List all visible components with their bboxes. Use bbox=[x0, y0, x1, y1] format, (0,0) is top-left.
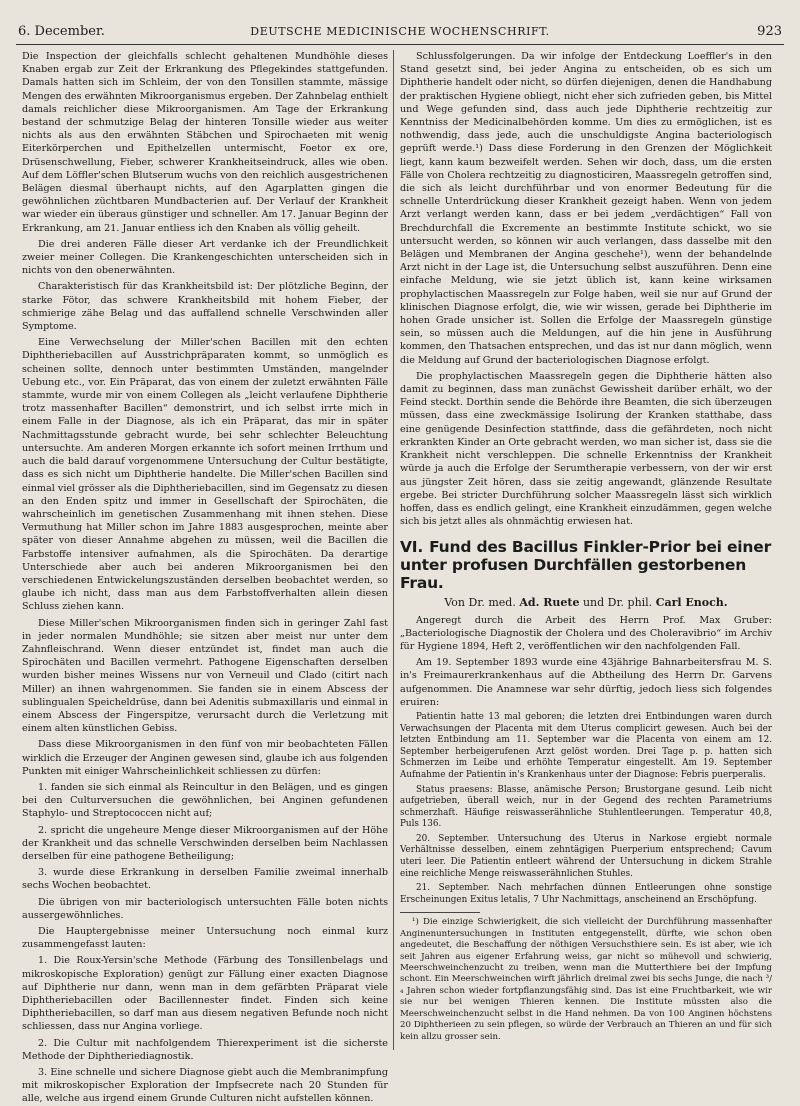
paragraph: Angeregt durch die Arbeit des Herrn Prof. Max Gruber: „Bacteriologische Diagnostik der Cholera und des Choleravibrio“ im Archiv für Hygiene 1894, Heft 2, veröffentlichen wir den nachfolgenden Fall. bbox=[400, 614, 772, 652]
author-name: Carl Enoch. bbox=[655, 596, 728, 610]
paragraph: Diese Miller'schen Mikroorganismen finden sich in geringer Zahl fast in jeder normalen Mundhöhle; sie sitzen aber meist nur unter dem Zahnfleischrand. Wenn dieser entzündet ist, findet man auch die Spirochäten und Bacillen vermehrt. Pathogene Eigenschaften derselben wurden bisher meines Wissens nur von Verneuil und Clado (citirt nach Miller) an ihnen wahrgenommen. Sie fanden sie in einem Abscess der sublingualen Speicheldrüse, dann bei Adenitis submaxillaris und einmal in einem Abscess der Fingerspitze, verursacht durch die Verletzung mit einem alten künstlichen Gebiss. bbox=[22, 617, 388, 735]
list-item: 1. Die Roux-Yersin'sche Methode (Färbung des Tonsillenbelags und mikroskopische Exploration) genügt zur Fällung einer exacten Diagnose auf Diphtherie nur dann, wenn man in dem gefärbten Präparat viele Diphtheriebacillen oder Bacillennester findet. Finden sich keine Diphtheriebacillen, so darf man aus diesem negativen Befunde noch nicht schliessen, dass nur Angina vorliege. bbox=[22, 955, 388, 1033]
issue-date: 6. December. bbox=[18, 24, 105, 39]
authors-prefix: Von Dr. med. bbox=[444, 596, 516, 610]
paragraph: Dass diese Mikroorganismen in den fünf von mir beobachteten Fällen wirklich die Erzeuger der Anginen gewesen sind, glaube ich aus folgenden Punkten mit einiger Wahrscheinlichkeit schliessen zu dürfen: bbox=[22, 739, 388, 777]
journal-title: DEUTSCHE MEDICINISCHE WOCHENSCHRIFT. bbox=[250, 25, 550, 38]
paragraph: Die prophylactischen Maassregeln gegen die Diphtherie hätten also damit zu beginnen, dass man zunächst Gewissheit darüber erhält, wo der Feind steckt. Dorthin sende die Behörde ihre Beamten, die sich überzeugen müssen, dass eine zweckmässige Isolirung der Kranken statthabe, dass eine genügende Desinfection stattfinde, dass die gefährdeten, noch nicht erkrankten Kinder an Orte gebracht werden, wo man sicher ist, dass sie die Krankheit nicht verschleppen. Die schnelle Erkenntniss der Krankheit würde ja auch die Erfolge der Serumtherapie verbessern, von der wir erst aus jüngster Zeit hören, dass sie zeitig angewandt, glänzende Resultate ergebe. Bei stricter Durchführung solcher Maassregeln lässt sich wirklich hoffen, dass es endlich gelingt, eine Krankheit einzudämmen, gegen welche sich bis jetzt alles als ohnmächtig erwiesen hat. bbox=[400, 370, 772, 528]
authors-mid: und Dr. phil. bbox=[582, 596, 653, 610]
section-title bbox=[400, 538, 772, 592]
paragraph: Charakteristisch für das Krankheitsbild ist: Der plötzliche Beginn, der starke Fötor, das schwere Krankheitsbild mit hohem Fieber, der schmierige zähe Belag und das auffallend schnelle Verschwinden aller Symptome. bbox=[22, 281, 388, 333]
paragraph: Die Hauptergebnisse meiner Untersuchung noch einmal kurz zusammengefasst lauten: bbox=[22, 926, 388, 951]
case-paragraph: Status praesens: Blasse, anämische Person; Brustorgane gesund. Leib nicht aufgetrieben, überall weich, nur in der Gegend des rechten Parametriums schmerzhaft. Häufige reiswasserähnliche Stuhlentleerungen. Temperatur 40,8, Puls 136. bbox=[400, 784, 772, 830]
author-name: Ad. Ruete bbox=[519, 596, 580, 610]
case-paragraph: 20. September. Untersuchung des Uterus in Narkose ergiebt normale Verhältnisse desselben, einem zehntägigen Puerperium entsprechend; Cavum uteri leer. Die Patientin entleert während der Untersuchung in dickem Strahle eine reichliche Menge reiswasserähnlichen Stuhles. bbox=[400, 833, 772, 879]
case-paragraph: Patientin hatte 13 mal geboren; die letzten drei Entbindungen waren durch Verwachsungen der Placenta mit dem Uterus complicirt gewesen. Auch bei der letzten Entbindung am 11. September war die Placenta von einem am 12. September herbeigerufenen Arzt gelöst worden. Drei Tage p. p. hatten sich Schmerzen im Leibe und erhöhte Temperatur eingestellt. Am 19. September Aufnahme der Patientin in's Krankenhaus unter der Diagnose: Febris puerperalis. bbox=[400, 711, 772, 780]
paragraph: Eine Verwechselung der Miller'schen Bacillen mit den echten Diphtheriebacillen auf Ausstrichpräparaten kommt, so unmöglich es scheinen sollte, dennoch unter bestimmten Umständen, mangelnder Uebung etc., vor. Ein Präparat, das von einem der zuletzt erwähnten Fälle stammte, wurde mir von einem Collegen als „leicht verlaufene Diphtherie trotz massenhafter Bacillen“ demonstrirt, und ich selbst irrte mich in einem Falle in der Diagnose, als ich ein Präparat, das mir in später Nachmittagsstunde gebracht wurde, bei sehr schlechter Beleuchtung untersuchte. Am anderen Morgen erkannte ich sofort meinen Irrthum und auch die bald darauf vorgenommene Untersuchung der Cultur bestätigte, dass es sich nicht um Diphtherie handelte. Die Miller'schen Bacillen sind einmal viel grösser als die Diphtheriebacillen, sind im Gegensatz zu diesen an den Enden spitz und immer in Gesellschaft der Spirochäten, die wahrscheinlich im genetischen Zusammenhang mit ihnen stehen. Diese Vermuthung hat Miller schon im Jahre 1883 ausgesprochen, meinte aber später von dieser Annahme abgehen zu müssen, weil die Bacillen die Farbstoffe intensiver aufnahmen, als die Spirochäten. Da derartige Unterschiede aber auch bei anderen Mikroorganismen bei den verschiedenen Entwickelungszuständen derselben beobachtet werden, so glaube ich nicht, dass man aus dem Farbstoffverhalten allein diesen Schluss ziehen kann. bbox=[22, 337, 388, 613]
paragraph: Die Inspection der gleichfalls schlecht gehaltenen Mundhöhle dieses Knaben ergab zur Zeit der Erkrankung des Pflegekindes stattgefunden. Damals hatten sich im Schleim, der von den Tonsillen stammte, mässige Mengen des erwähnten Mikroorganismus ergeben. Der Zahnbelag enthielt damals reichlicher diese Mikroorganismen. Am Tage der Erkrankung bestand der schmutzige Belag der hinteren Tonsille wieder aus weiter nichts als aus den erwähnten Stäbchen und Spirochaeten mit wenig Eiterkörperchen und Epithelzellen untermischt, Foetor ex ore, Drüsenschwellung, Fieber, schwerer Krankheitseindruck, alles wie oben. Auf dem Löffler'schen Blutserum wuchs von den reichlich ausgestrichenen Belägen diesmal überhaupt nichts, auf den Agarplatten gingen die gewöhnlichen züchtbaren Mundbacterien auf. Der Verlauf der Krankheit war wieder ein überaus günstiger und schneller. Am 17. Januar Beginn der Erkrankung, am 21. Januar entliess ich den Knaben als völlig geheilt. bbox=[22, 51, 388, 234]
paragraph: Die übrigen von mir bacteriologisch untersuchten Fälle boten nichts aussergewöhnliches. bbox=[22, 896, 388, 921]
page-header bbox=[16, 22, 784, 45]
case-paragraph: 21. September. Nach mehrfachen dünnen Entleerungen ohne sonstige Erscheinungen Exitus letalis, 7 Uhr Nachmittags, anscheinend an Erschöpfung. bbox=[400, 883, 772, 905]
paragraph: Schlussfolgerungen. Da wir infolge der Entdeckung Loeffler's in den Stand gesetzt sind, bei jeder Angina zu entscheiden, ob es sich um Diphtherie handelt oder nicht, so dürfen diejenigen, denen die Handhabung der praktischen Hygiene obliegt, nicht eher sich zufrieden geben, bis Mittel und Wege gefunden sind, dass auch jede Diphtherie rechtzeitig zur Kenntniss der Medicinalbehörden komme. Um dies zu ermöglichen, ist es nothwendig, dass jede, auch die unschuldigste Angina bacteriologisch geprüft werde.¹) Dass diese Forderung in den Grenzen der Möglichkeit liegt, kann kaum bezweifelt werden. Sehen wir doch, dass, um die ersten Fälle von Cholera rechtzeitig zu diagnosticiren, Maassregeln getroffen sind, die sich als leicht durchführbar und von enormer Bedeutung für die schnelle Unterdrückung dieser Krankheit gezeigt haben. Wenn von jedem Arzt verlangt werden kann, dass er bei jedem „verdächtigen“ Fall von Brechdurchfall die Excremente an bestimmte Institute schickt, wo sie untersucht werden, so können wir auch verlangen, dass dasselbe mit den Belägen und Membranen der Angina geschehe¹), wenn der behandelnde Arzt nicht in der Lage ist, die Untersuchung selbst auszuführen. Denn eine einfache Meldung, wie sie jetzt üblich ist, kann keine wirksamen prophylactischen Maassregeln zur Folge haben, weil sie nur auf Grund der klinischen Diagnose erfolgt, die, wie wir wissen, gerade bei Diphtherie im hohen Grade unsicher ist. Sollen die Erfolge der Maassregeln günstige sein, so müssen auch die Meldungen, auf die hin jene in Ausführung kommen, den Thatsachen entsprechen, und das ist nur dann möglich, wenn die Meldung auf Grund der bacteriologischen Diagnose erfolgt. bbox=[400, 51, 772, 366]
list-item: 3. Eine schnelle und sichere Diagnose giebt auch die Membranimpfung mit mikroskopischer Exploration der Impfsecrete nach 20 Stunden für alle, welche aus irgend einem Grunde Culturen nicht aufstellen können. bbox=[22, 1067, 388, 1105]
list-item: 3. wurde diese Erkrankung in derselben Familie zweimal innerhalb sechs Wochen beobachtet. bbox=[22, 867, 388, 892]
right-column bbox=[400, 50, 772, 1050]
paragraph: Die drei anderen Fälle dieser Art verdanke ich der Freundlichkeit zweier meiner Collegen. Die Krankengeschichten unterscheiden sich in nichts von den obenerwähnten. bbox=[22, 238, 388, 277]
section-number: VI. bbox=[400, 538, 424, 557]
list-item: 2. Die Cultur mit nachfolgendem Thierexperiment ist die sicherste Methode der Diphtheriediagnostik. bbox=[22, 1037, 388, 1062]
section-title-text: Fund des Bacillus Finkler-Prior bei einer unter profusen Durchfällen gestorbenen Frau. bbox=[400, 538, 772, 593]
page-number: 923 bbox=[757, 24, 782, 39]
column-divider bbox=[393, 50, 394, 1050]
footnote-rule bbox=[400, 912, 480, 913]
left-column bbox=[22, 50, 388, 1105]
list-item: 1. fanden sie sich einmal als Reincultur in den Belägen, und es gingen bei den Culturversuchen die gewöhnlichen, bei Anginen gefundenen Staphylo- und Streptococcen nicht auf; bbox=[22, 781, 388, 820]
paragraph: Am 19. September 1893 wurde eine 43jährige Bahnarbeitersfrau M. S. in's Freimaurerkrankenhaus auf die Abtheilung des Herrn Dr. Garvens aufgenommen. Die Anamnese war sehr dürftig, jedoch liess sich folgendes eruiren: bbox=[400, 657, 772, 708]
authors-line bbox=[400, 596, 772, 609]
footnote: ¹) Die einzige Schwierigkeit, die sich vielleicht der Durchführung massenhafter Anginenuntersuchungen in Instituten entgegenstellt, dürfte, wie schon oben angedeutet, die Beschaffung der nöthigen Versuchsthiere sein. Es ist aber, wie ich seit Jahren aus eigener Erfahrung weiss, gar nicht so mühevoll und schwierig, Meerschweinchenzucht zu treiben, wenn man die Mutterthiere bei der Impfung schont. Ein Meerschweinchen wirft jährlich dreimal zwei bis sechs Junge, die nach ³/₄ Jahren schon wieder fortpflanzungsfähig sind. Das ist eine Fruchtbarkeit, wie wir sie nur bei wenigen Thieren kennen. Die Institute müssten also die Meerschweinchenzucht selbst in die Hand nehmen. Da von 100 Anginen höchstens 20 Diphtherieen zu sein pflegen, so würde der Verbrauch an Thieren an und für sich kein allzu grosser sein. bbox=[400, 917, 772, 1042]
list-item: 2. spricht die ungeheure Menge dieser Mikroorganismen auf der Höhe der Krankheit und das schnelle Verschwinden derselben beim Nachlassen derselben für eine pathogene Betheiligung; bbox=[22, 824, 388, 862]
